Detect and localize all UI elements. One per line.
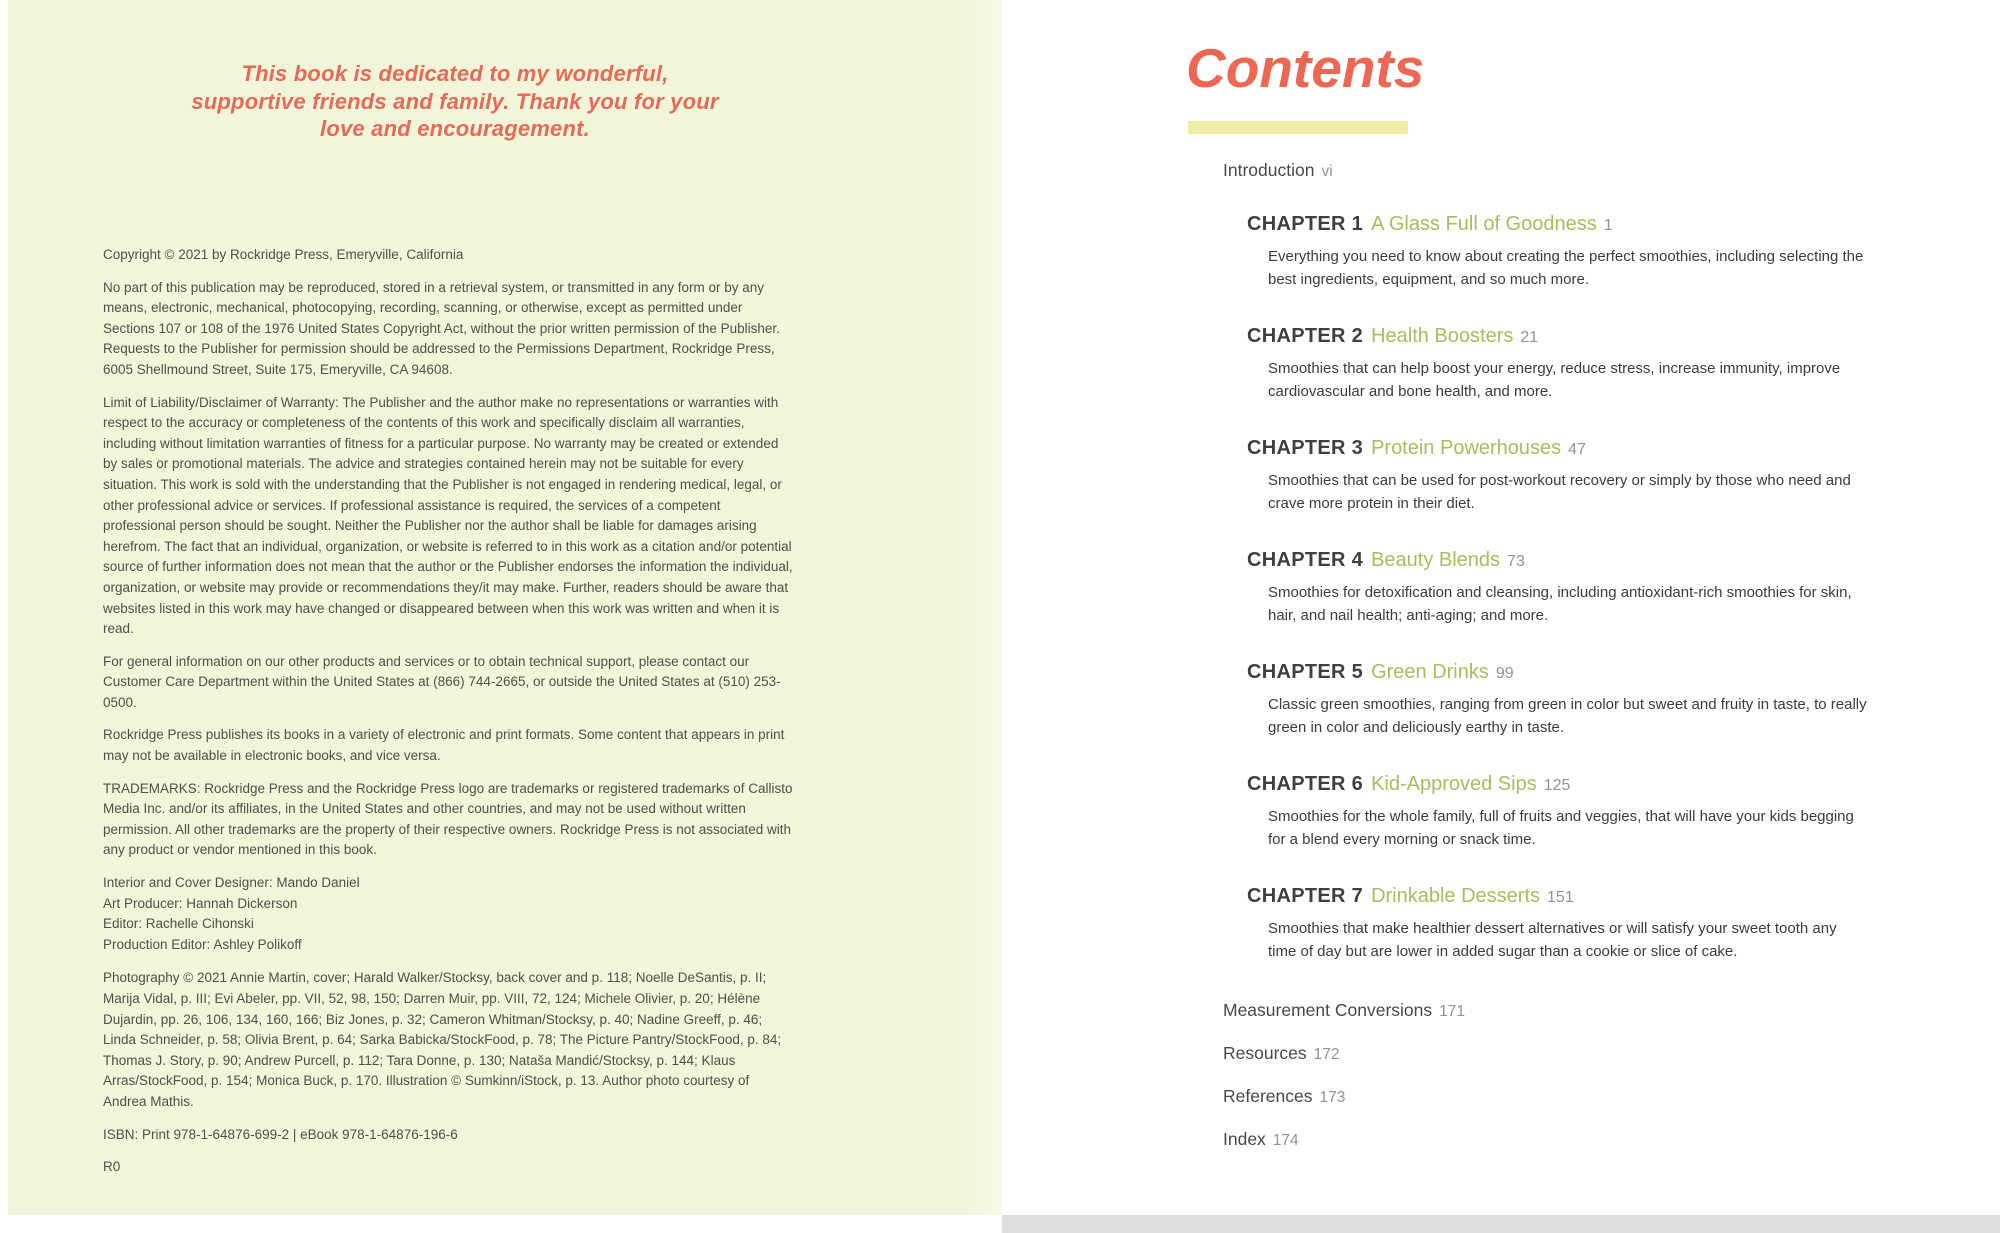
toc-entry-measurement-conversions (1223, 1001, 1465, 1021)
chapter-page-number: 73 (1507, 553, 1525, 570)
credit-line-designer: Interior and Cover Designer: Mando Daniel (103, 875, 360, 891)
toc-entry-introduction (1223, 160, 1333, 181)
chapter-list (1247, 212, 1887, 996)
contents-title: Contents (1186, 37, 1425, 99)
chapter-page-number: 47 (1568, 441, 1586, 458)
toc-chapter-5 (1247, 660, 1887, 772)
revision-code: R0 (103, 1159, 121, 1175)
chapter-number: CHAPTER 3 (1247, 437, 1364, 459)
credit-line-production-editor: Production Editor: Ashley Polikoff (103, 936, 302, 952)
chapter-title: Beauty Blends (1371, 549, 1501, 571)
introduction-page-number: vi (1321, 163, 1333, 180)
end-matter-page-number: 174 (1272, 1132, 1299, 1149)
toc-chapter-2 (1247, 324, 1887, 436)
chapter-number: CHAPTER 7 (1247, 885, 1364, 907)
chapter-description: Smoothies that can help boost your energy, reduce stress, increase immunity, improve cardiovascular and bone health, and more. (1268, 360, 1841, 400)
title-underline-bar (1188, 121, 1408, 134)
isbn-line: ISBN: Print 978-1-64876-699-2 | eBook 978-1-64876-196-6 (103, 1126, 458, 1142)
toc-entry-resources (1223, 1044, 1465, 1064)
chapter-title: Kid-Approved Sips (1371, 773, 1537, 795)
chapter-title: A Glass Full of Goodness (1371, 213, 1597, 235)
chapter-description: Smoothies that can be used for post-workout recovery or simply by those who need and crave more protein in their diet. (1268, 472, 1851, 512)
toc-entry-index (1223, 1130, 1465, 1150)
chapter-heading (1247, 548, 1887, 574)
formats-notice: Rockridge Press publishes its books in a variety of electronic and print formats. Some content that appears in print may not be available in electronic books, and vice versa. (103, 727, 785, 764)
staff-credits (103, 873, 793, 955)
toc-chapter-1 (1247, 212, 1887, 324)
chapter-page-number: 125 (1543, 777, 1571, 794)
chapter-page-number: 99 (1495, 665, 1514, 682)
chapter-title: Green Drinks (1371, 661, 1489, 683)
page-bottom-edge (1002, 1215, 2000, 1233)
dedication-text: This book is dedicated to my wonderful, supportive friends and family. Thank you for your love and encouragement. (191, 61, 719, 141)
end-matter-list (1223, 1001, 1465, 1173)
chapter-number: CHAPTER 5 (1247, 661, 1364, 683)
end-matter-label: Resources (1223, 1043, 1307, 1063)
toc-chapter-3 (1247, 436, 1887, 548)
end-matter-label: Measurement Conversions (1223, 1000, 1433, 1020)
liability-disclaimer: Limit of Liability/Disclaimer of Warranty: The Publisher and the author make no representations or warranties with respect to the accuracy or completeness of the contents of this work and specifically disclaim all warranties, including without limitation warranties of fitness for a particular purpose. No warranty may be created or extended by sales or promotional materials. The advice and strategies contained herein may not be suitable for every situation. This work is sold with the understanding that the Publisher is not engaged in rendering medical, legal, or other professional advice or services. If professional assistance is required, the services of a competent professional person should be sought. Neither the Publisher nor the author shall be liable for damages arising herefrom. The fact that an individual, organization, or website is referred to in this work as a citation and/or potential source of further information does not mean that the author or the Publisher endorses the information the individual, organization, or website may provide or recommendations they/it may make. Further, readers should be aware that websites listed in this work may have changed or disappeared between when this work was written and when it is read. (103, 394, 793, 637)
chapter-heading (1247, 324, 1887, 350)
end-matter-page-number: 173 (1319, 1089, 1346, 1106)
credit-line-editor: Editor: Rachelle Cihonski (103, 916, 254, 932)
end-matter-page-number: 171 (1439, 1003, 1465, 1020)
chapter-title: Drinkable Desserts (1371, 885, 1541, 907)
chapter-description: Everything you need to know about creating the perfect smoothies, including selecting the best ingredients, equipment, and so much more. (1268, 248, 1864, 288)
chapter-description: Smoothies for detoxification and cleansing, including antioxidant-rich smoothies for skin, hair, and nail health; anti-aging; and more. (1268, 584, 1852, 624)
reproduction-notice: No part of this publication may be reproduced, stored in a retrieval system, or transmitted in any form or by any means, electronic, mechanical, photocopying, recording, scanning, or otherwise, except as permitted under Sections 107 or 108 of the 1976 United States Copyright Act, without the prior written permission of the Publisher. Requests to the Publisher for permission should be addressed to the Permissions Department, Rockridge Press, 6005 Shellmound Street, Suite 175, Emeryville, CA 94608. (103, 279, 780, 377)
chapter-heading (1247, 660, 1887, 686)
contact-info: For general information on our other products and services or to obtain technical support, please contact our Customer Care Department within the United States at (866) 744-2665, or outside the United States at (510) 253-0500. (103, 653, 781, 710)
chapter-number: CHAPTER 2 (1247, 325, 1364, 347)
chapter-heading (1247, 212, 1887, 238)
chapter-description: Smoothies for the whole family, full of fruits and veggies, that will have your kids begging for a blend every morning or snack time. (1268, 808, 1854, 848)
end-matter-label: Index (1223, 1129, 1266, 1149)
chapter-heading (1247, 772, 1887, 798)
introduction-label: Introduction (1223, 160, 1315, 180)
toc-entry-references (1223, 1087, 1465, 1107)
chapter-number: CHAPTER 1 (1247, 213, 1364, 235)
copyright-page (8, 0, 1002, 1215)
chapter-heading (1247, 884, 1887, 910)
credit-line-art-producer: Art Producer: Hannah Dickerson (103, 895, 298, 911)
photography-credits: Photography © 2021 Annie Martin, cover; Harald Walker/Stocksy, back cover and p. 118; Noelle DeSantis, p. II; Marija Vidal, p. III; Evi Abeler, pp. VII, 52, 98, 150; Darren Muir, pp. VIII, 72, 124; Michele Olivier, p. 20; Hélène Dujardin, pp. 26, 106, 134, 160, 166; Biz Jones, p. 32; Cameron Whitman/Stocksy, p. 40; Nadine Greeff, p. 46; Linda Schneider, p. 58; Olivia Brent, p. 64; Sarka Babicka/StockFood, p. 78; The Picture Pantry/StockFood, p. 84; Thomas J. Story, p. 90; Andrew Purcell, p. 112; Tara Donne, p. 130; Nataša Mandić/Stocksy, p. 144; Klaus Arras/StockFood, p. 154; Monica Buck, p. 170. Illustration © Sumkinn/iStock, p. 13. Author photo courtesy of Andrea Mathis. (103, 970, 782, 1109)
toc-chapter-7 (1247, 884, 1887, 996)
end-matter-page-number: 172 (1313, 1046, 1340, 1063)
chapter-page-number: 1 (1603, 217, 1613, 234)
chapter-description: Classic green smoothies, ranging from green in color but sweet and fruity in taste, to really green in color and deliciously earthy in taste. (1268, 696, 1867, 736)
toc-chapter-6 (1247, 772, 1887, 884)
chapter-page-number: 21 (1520, 329, 1539, 346)
chapter-number: CHAPTER 4 (1247, 549, 1364, 571)
toc-chapter-4 (1247, 548, 1887, 660)
contents-page (1002, 0, 2000, 1233)
chapter-number: CHAPTER 6 (1247, 773, 1364, 795)
chapter-heading (1247, 436, 1887, 462)
trademarks-notice: TRADEMARKS: Rockridge Press and the Rockridge Press logo are trademarks or registered trademarks of Callisto Media Inc. and/or its affiliates, in the United States and other countries, and may not be used without written permission. All other trademarks are the property of their respective owners. Rockridge Press is not associated with any product or vendor mentioned in this book. (103, 780, 793, 858)
copyright-notice: Copyright © 2021 by Rockridge Press, Emeryville, California (103, 247, 464, 262)
chapter-title: Protein Powerhouses (1371, 437, 1562, 459)
copyright-text-block (103, 245, 793, 1190)
chapter-title: Health Boosters (1371, 325, 1514, 347)
chapter-description: Smoothies that make healthier dessert alternatives or will satisfy your sweet tooth any time of day but are lower in added sugar than a cookie or slice of cake. (1268, 920, 1837, 960)
end-matter-label: References (1223, 1086, 1313, 1106)
chapter-page-number: 151 (1547, 889, 1574, 906)
